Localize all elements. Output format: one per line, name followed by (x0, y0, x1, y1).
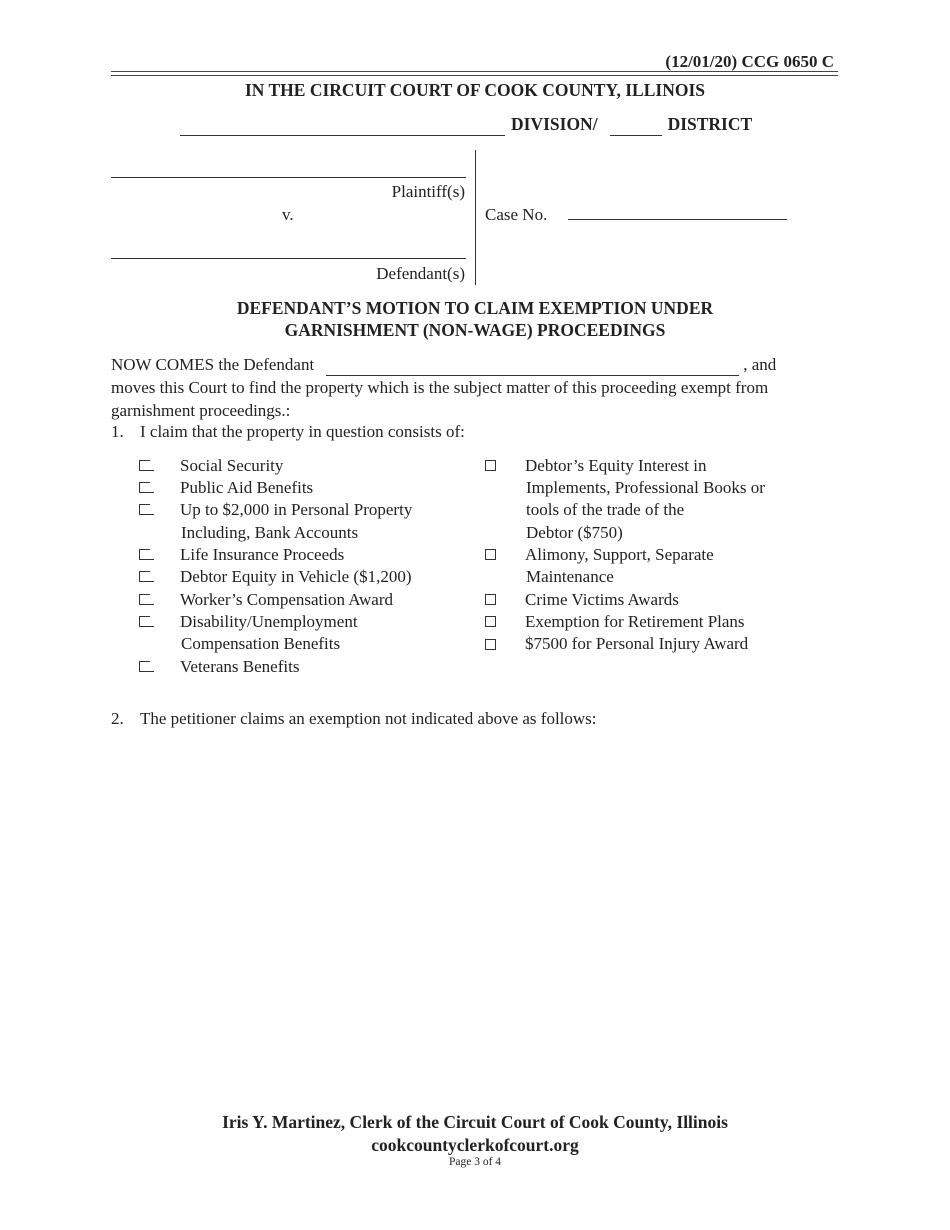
option-crime-victims: Crime Victims Awards (525, 590, 679, 609)
division-label: DIVISION/ (511, 114, 598, 134)
checkbox-personal-property[interactable] (139, 504, 150, 515)
option-tools-of-trade: Debtor’s Equity Interest in (525, 456, 707, 475)
checkbox-alimony[interactable] (485, 549, 496, 560)
division-district-line (180, 114, 752, 136)
district-field[interactable] (610, 114, 662, 136)
option-disability-line2: Compensation Benefits (181, 634, 341, 653)
option-life-insurance: Life Insurance Proceeds (180, 545, 345, 564)
option-workers-comp: Worker’s Compensation Award (180, 590, 393, 609)
footer-website[interactable]: cookcountyclerkofcourt.org (371, 1135, 579, 1155)
motion-title-line2: GARNISHMENT (NON-WAGE) PROCEEDINGS (284, 320, 666, 340)
plaintiff-label: Plaintiff(s) (391, 182, 465, 201)
case-no-field[interactable] (568, 219, 787, 220)
motion-title (0, 297, 950, 341)
district-label: DISTRICT (667, 114, 753, 134)
checkbox-social-security[interactable] (139, 460, 150, 471)
motion-title-line1: DEFENDANT’S MOTION TO CLAIM EXEMPTION UNDER (236, 298, 714, 318)
now-comes-text: NOW COMES the Defendant (111, 355, 315, 374)
option-alimony-line2: Maintenance (526, 567, 614, 586)
checkbox-vehicle-equity[interactable] (139, 571, 150, 582)
option-retirement: Exemption for Retirement Plans (525, 612, 745, 631)
option-tools-of-trade-line4: Debtor ($750) (526, 523, 623, 542)
checkbox-disability[interactable] (139, 616, 150, 627)
plaintiff-field[interactable] (111, 177, 466, 178)
moves-paragraph: moves this Court to find the property which is the subject matter of this proceeding exempt from garnishment proceedings.: (111, 378, 769, 420)
option-alimony: Alimony, Support, Separate (525, 545, 714, 564)
option-social-security: Social Security (180, 456, 284, 475)
checkbox-personal-injury[interactable] (485, 639, 496, 650)
case-no-label: Case No. (485, 205, 548, 224)
option-personal-property-line2: Including, Bank Accounts (181, 523, 359, 542)
checkbox-life-insurance[interactable] (139, 549, 150, 560)
item-1-text: I claim that the property in question consists of: (140, 422, 465, 441)
option-veterans: Veterans Benefits (180, 657, 300, 676)
form-id: (12/01/20) CCG 0650 C (665, 52, 834, 71)
checkbox-workers-comp[interactable] (139, 594, 150, 605)
now-comes-tail: , and (743, 355, 777, 374)
item-1 (111, 422, 465, 442)
option-tools-of-trade-line2: Implements, Professional Books or (526, 478, 765, 497)
defendant-field[interactable] (111, 258, 466, 259)
header-rule (111, 71, 838, 72)
item-1-number: 1. (111, 422, 124, 441)
option-personal-property: Up to $2,000 in Personal Property (180, 500, 413, 519)
checkbox-crime-victims[interactable] (485, 594, 496, 605)
item-2-number: 2. (111, 709, 124, 728)
now-comes-line (111, 355, 776, 376)
option-tools-of-trade-line3: tools of the trade of the (526, 500, 685, 519)
caption-divider (475, 150, 476, 285)
option-disability: Disability/Unemployment (180, 612, 358, 631)
defendant-label: Defendant(s) (376, 264, 465, 283)
item-2-text: The petitioner claims an exemption not indicated above as follows: (140, 709, 597, 728)
checkbox-public-aid[interactable] (139, 482, 150, 493)
option-vehicle-equity: Debtor Equity in Vehicle ($1,200) (180, 567, 412, 586)
item-2 (111, 709, 597, 729)
checkbox-veterans[interactable] (139, 661, 150, 672)
option-personal-injury: $7500 for Personal Injury Award (525, 634, 749, 653)
checkbox-retirement[interactable] (485, 616, 496, 627)
checkbox-tools-of-trade[interactable] (485, 460, 496, 471)
page-number: Page 3 of 4 (448, 1156, 502, 1168)
option-public-aid: Public Aid Benefits (180, 478, 314, 497)
defendant-name-field[interactable] (326, 355, 739, 376)
versus-label: v. (282, 205, 294, 224)
division-field[interactable] (180, 114, 505, 136)
footer-clerk: Iris Y. Martinez, Clerk of the Circuit Court of Cook County, Illinois (222, 1112, 728, 1132)
court-title: IN THE CIRCUIT COURT OF COOK COUNTY, ILLINOIS (245, 80, 705, 100)
header-rule (111, 75, 838, 76)
